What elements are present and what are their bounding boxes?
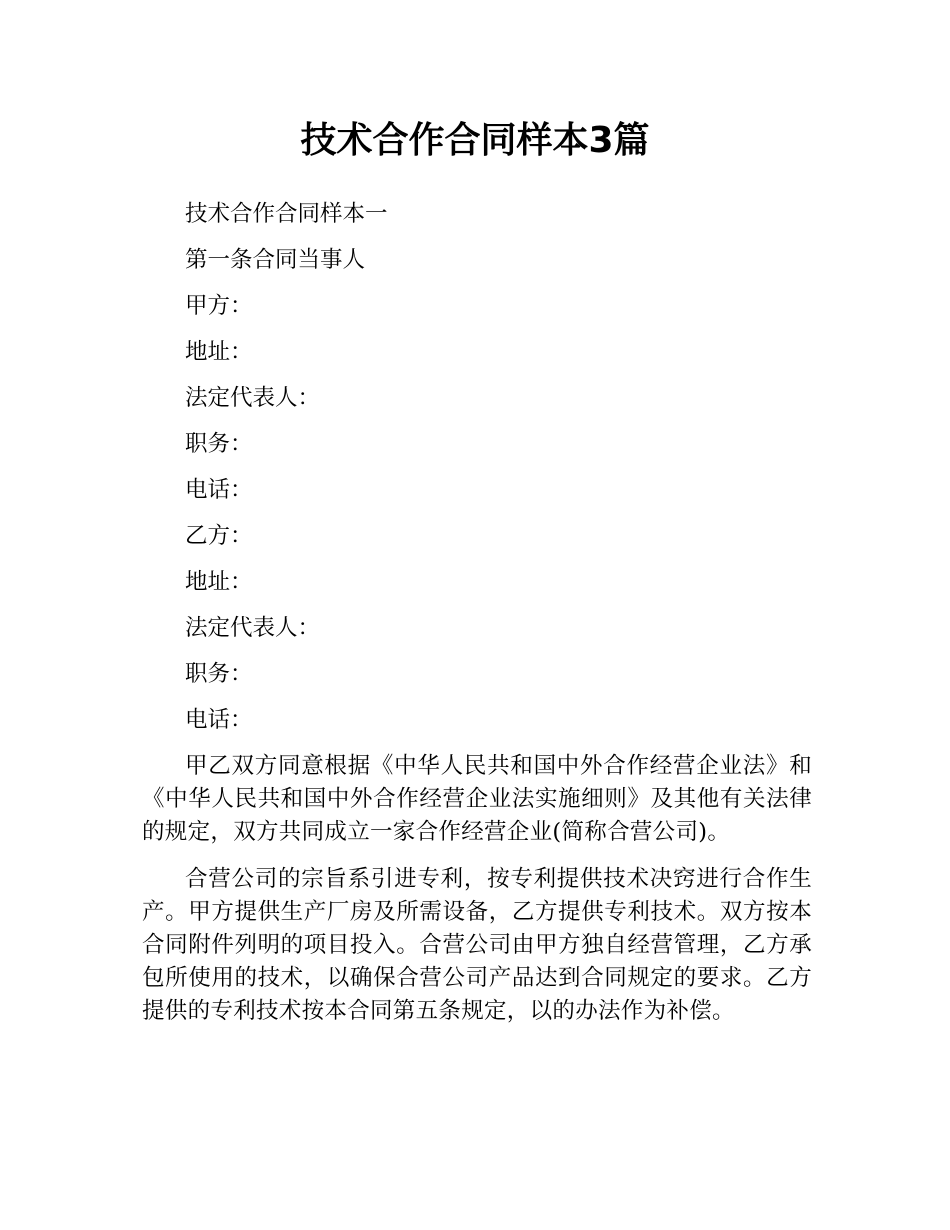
party-b-position-label: 职务： <box>185 661 253 687</box>
party-a-position-label: 职务： <box>185 431 253 457</box>
party-b-phone-label: 电话： <box>185 707 253 733</box>
party-b-representative-label: 法定代表人： <box>185 615 321 641</box>
purpose-paragraph: 合营公司的宗旨系引进专利，按专利提供技术决窍进行合作生产。甲方提供生产厂房及所需设备，乙方提供专利技术。双方按本合同附件列明的项目投入。合营公司由甲方独自经营管理，乙方承包所使用的技术，以确保合营公司产品达到合同规定的要求。乙方提供的专利技术按本合同第五条规定，以的办法作为补偿。 <box>142 866 812 1024</box>
party-b-address-label: 地址： <box>185 569 253 595</box>
party-a-label: 甲方： <box>185 293 253 319</box>
clause-heading: 第一条合同当事人 <box>185 247 366 273</box>
document-title: 技术合作合同样本3篇 <box>300 120 650 161</box>
party-b-label: 乙方： <box>185 523 253 549</box>
agreement-paragraph: 甲乙双方同意根据《中华人民共和国中外合作经营企业法》和《中华人民共和国中外合作经营企业法实施细则》及其他有关法律的规定，双方共同成立一家合作经营企业(简称合营公司)。 <box>142 753 812 845</box>
party-a-phone-label: 电话： <box>185 477 253 503</box>
party-a-representative-label: 法定代表人： <box>185 385 321 411</box>
document-body <box>142 198 812 1042</box>
party-a-address-label: 地址： <box>185 339 253 365</box>
section-heading: 技术合作合同样本一 <box>185 201 388 227</box>
